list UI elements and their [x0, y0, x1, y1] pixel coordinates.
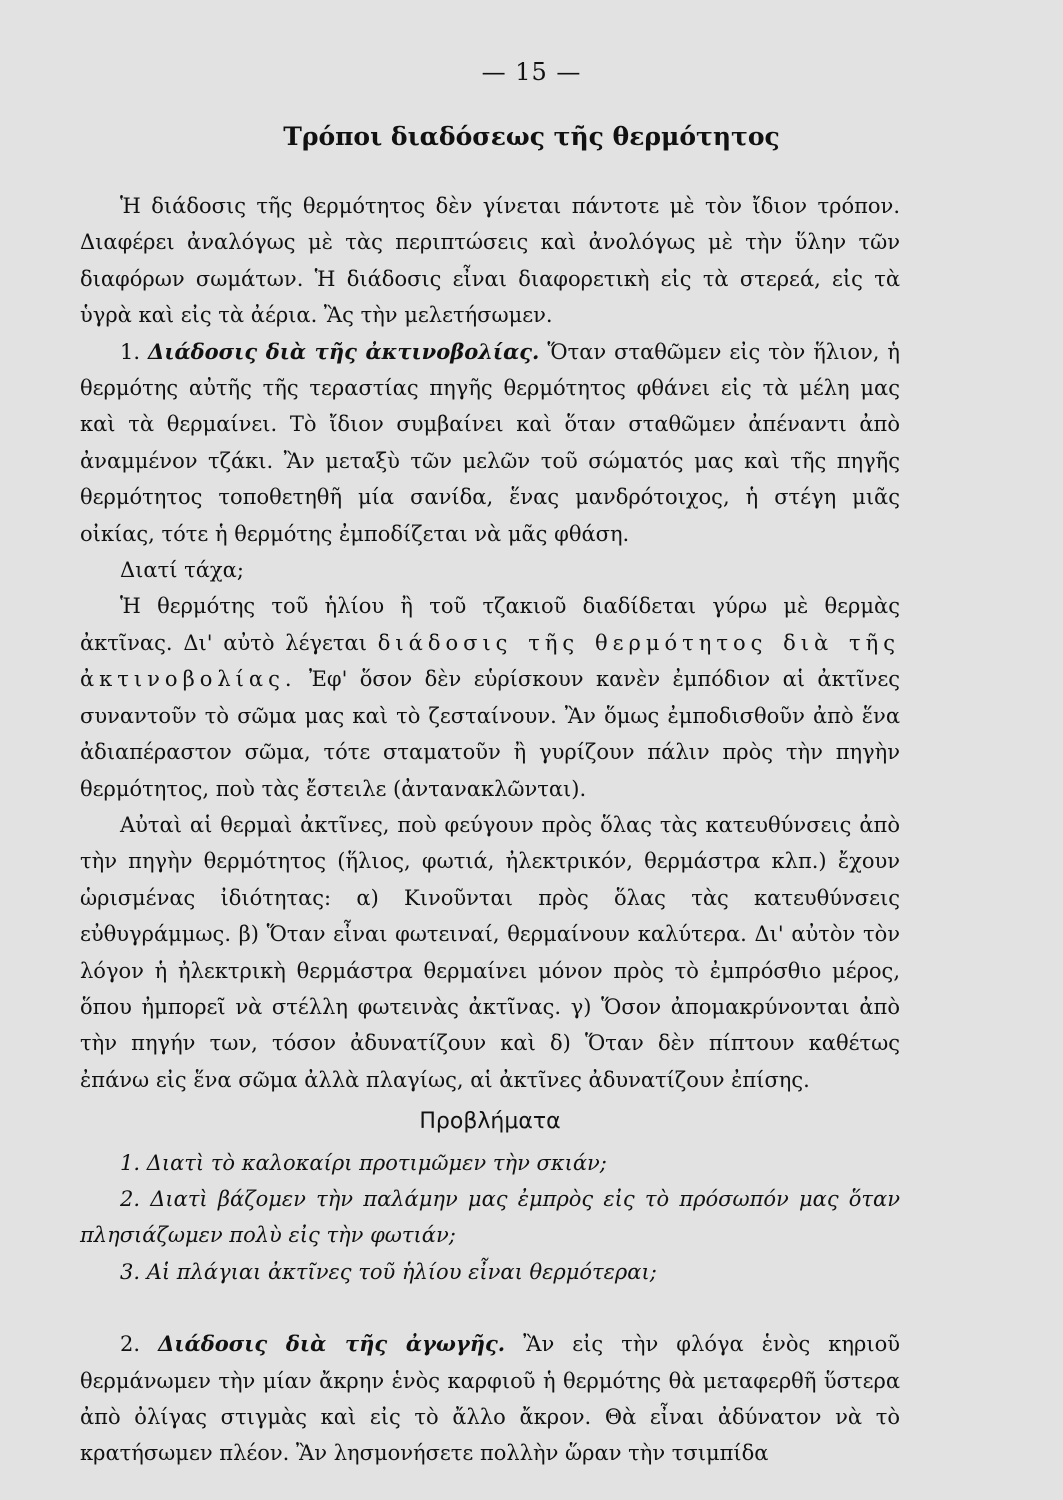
section-1-heading: Διάδοσις διὰ τῆς ἀκτινοβολίας. — [148, 338, 540, 364]
term-radiation: διάδοσις τῆς θερμότητος διὰ τῆς ἀκτινοβολίας. — [80, 630, 900, 692]
section-2-paragraph — [80, 1326, 900, 1472]
answer-part-b: Ἐφ' ὅσον δὲν εὑρίσκουν κανὲν ἐμπόδιον αἱ ἀκτῖνες συναντοῦν τὸ σῶμα μας καὶ τὸ ζεσταίνουν. Ἂν ὅμως ἐμποδισθοῦν ἀπὸ ἕνα ἀδιαπέραστον σῶμα, τότε σταματοῦν ἢ γυρίζουν πάλιν πρὸς τὴν πηγὴν θερμότητος, ποὺ τὰς ἔστειλε (ἀντανακλῶνται). — [80, 667, 900, 801]
section-2-text: Ἂν εἰς τὴν φλόγα ἑνὸς κηριοῦ θερμάνωμεν τὴν μίαν ἄκρην ἑνὸς καρφιοῦ ἡ θερμότης θὰ μεταφερθῆ ὕστερα ἀπὸ ὀλίγας στιγμὰς καὶ εἰς τὸ ἄλλο ἄκρον. Θὰ εἶναι ἀδύνατον νὰ τὸ κρατήσωμεν πλέον. Ἂν λησμονήσετε πολλὴν ὥραν τὴν τσιμπίδα — [80, 1332, 900, 1466]
section-1-question: Διατί τάχα; — [120, 558, 244, 583]
page-number: — 15 — — [481, 58, 582, 86]
problem-3: 3. Αἱ πλάγιαι ἀκτῖνες τοῦ ἡλίου εἶναι θερμότεραι; — [120, 1259, 657, 1284]
problems-heading: Προβλήματα — [419, 1109, 561, 1135]
page-title: Τρόποι διαδόσεως τῆς θερμότητος — [283, 122, 780, 151]
body-text — [80, 188, 900, 1472]
section-1-answer — [80, 588, 900, 806]
spacer — [80, 1290, 900, 1326]
intro-paragraph: Ἡ διάδοσις τῆς θερμότητος δὲν γίνεται πάντοτε μὲ τὸν ἴδιον τρόπον. Διαφέρει ἀναλόγως μὲ τὰς περιπτώσεις καὶ ἀνολόγως μὲ τὴν ὕλην τῶν διαφόρων σωμάτων. Ἡ διάδοσις εἶναι διαφορετικὴ εἰς τὰ στερεά, εἰς τὰ ὑγρὰ καὶ εἰς τὰ ἀέρια. Ἂς τὴν μελετήσωμεν. — [80, 194, 900, 328]
problem-1: 1. Διατὶ τὸ καλοκαίρι προτιμῶμεν τὴν σκιάν; — [120, 1150, 607, 1175]
problem-2: 2. Διατὶ βάζομεν τὴν παλάμην μας ἐμπρὸς εἰς τὸ πρόσωπόν μας ὅταν πλησιάζωμεν πολὺ εἰς τὴν φωτιάν; — [80, 1186, 900, 1248]
section-2-number: 2. — [120, 1332, 141, 1357]
section-1-text: Ὅταν σταθῶμεν εἰς τὸν ἥλιον, ἡ θερμότης αὐτῆς τῆς τεραστίας πηγῆς θερμότητος φθάνει εἰς τὰ μέλη μας καὶ τὰ θερμαίνει. Τὸ ἴδιον συμβαίνει καὶ ὅταν σταθῶμεν ἀπέναντι ἀπὸ ἀναμμένον τζάκι. Ἂν μεταξὺ τῶν μελῶν τοῦ σώματός μας καὶ τῆς πηγῆς θερμότητος τοποθετηθῆ μία σανίδα, ἕνας μανδρότοιχος, ἡ στέγη μιᾶς οἰκίας, τότε ἡ θερμότης ἐμποδίζεται νὰ μᾶς φθάση. — [80, 339, 900, 546]
properties-paragraph: Αὐταὶ αἱ θερμαὶ ἀκτῖνες, ποὺ φεύγουν πρὸς ὅλας τὰς κατευθύνσεις ἀπὸ τὴν πηγὴν θερμότητος (ἥλιος, φωτιά, ἠλεκτρικόν, θερμάστρα κλπ.) ἔχουν ὡρισμένας ἰδιότητας: α) Κινοῦνται πρὸς ὅλας τὰς κατευθύνσεις εὐθυγράμμως. β) Ὅταν εἶναι φωτειναί, θερμαίνουν καλύτερα. Δι' αὐτὸν τὸν λόγον ἡ ἠλεκτρικὴ θερμάστρα θερμαίνει μόνον πρὸς τὸ ἐμπρόσθιο μέρος, ὅπου ἠμπορεῖ νὰ στέλλη φωτεινὰς ἀκτῖνας. γ) Ὅσον ἀπομακρύνονται ἀπὸ τὴν πηγήν των, τόσον ἀδυνατίζουν καὶ δ) Ὅταν δὲν πίπτουν καθέτως ἐπάνω εἰς ἕνα σῶμα ἀλλὰ πλαγίως, αἱ ἀκτῖνες ἀδυνατίζουν ἐπίσης. — [80, 812, 900, 1092]
section-2-heading: Διάδοσις διὰ τῆς ἀγωγῆς. — [158, 1331, 506, 1357]
section-1-paragraph — [80, 334, 900, 552]
section-1-number: 1. — [120, 339, 141, 364]
answer-part-a: Ἡ θερμότης τοῦ ἡλίου ἢ τοῦ τζακιοῦ διαδίδεται γύρω μὲ θερμὰς ἀκτῖνας. Δι' αὐτὸ λέγεται — [80, 594, 900, 655]
